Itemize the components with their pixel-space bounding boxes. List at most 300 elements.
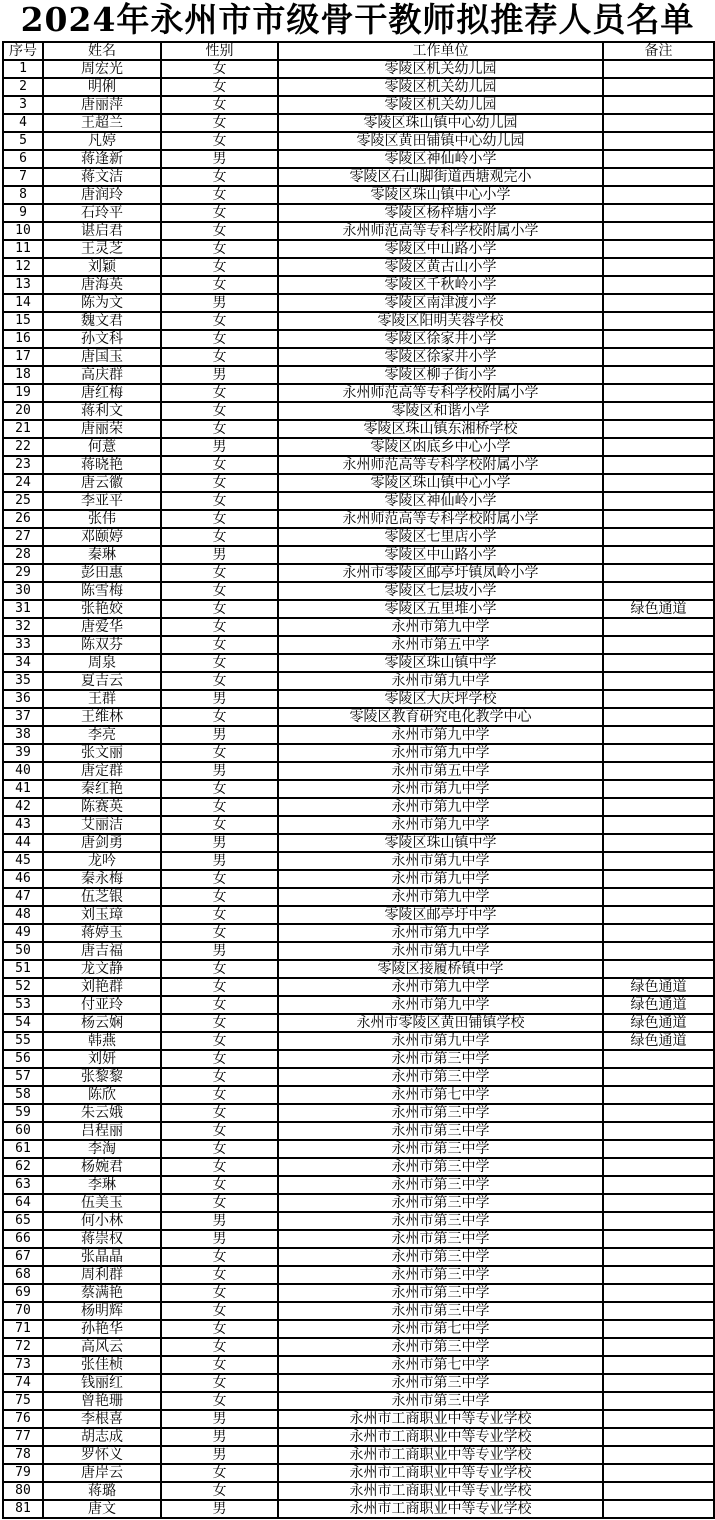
cell-gender: 男 xyxy=(161,546,278,564)
cell-name: 伍芝银 xyxy=(43,888,161,906)
cell-no: 77 xyxy=(3,1428,43,1446)
cell-note xyxy=(603,1356,714,1374)
cell-note xyxy=(603,474,714,492)
cell-no: 23 xyxy=(3,456,43,474)
table-row xyxy=(3,150,714,168)
cell-gender: 男 xyxy=(161,834,278,852)
cell-name: 唐爱华 xyxy=(43,618,161,636)
cell-note xyxy=(603,744,714,762)
cell-gender: 女 xyxy=(161,474,278,492)
cell-gender: 男 xyxy=(161,1500,278,1518)
cell-unit: 永州市零陵区邮亭圩镇凤岭小学 xyxy=(278,564,603,582)
cell-note xyxy=(603,438,714,456)
cell-no: 30 xyxy=(3,582,43,600)
cell-gender: 女 xyxy=(161,1068,278,1086)
cell-no: 13 xyxy=(3,276,43,294)
table-row xyxy=(3,1266,714,1284)
cell-name: 伍美玉 xyxy=(43,1194,161,1212)
table-row xyxy=(3,510,714,528)
table-row xyxy=(3,1104,714,1122)
cell-unit: 零陵区珠山镇中心幼儿园 xyxy=(278,114,603,132)
cell-gender: 女 xyxy=(161,1104,278,1122)
cell-note: 绿色通道 xyxy=(603,1014,714,1032)
cell-no: 41 xyxy=(3,780,43,798)
cell-gender: 女 xyxy=(161,384,278,402)
cell-gender: 女 xyxy=(161,564,278,582)
cell-unit: 零陵区接履桥镇中学 xyxy=(278,960,603,978)
cell-unit: 零陵区教育研究电化教学中心 xyxy=(278,708,603,726)
cell-no: 2 xyxy=(3,78,43,96)
cell-no: 76 xyxy=(3,1410,43,1428)
cell-name: 何小林 xyxy=(43,1212,161,1230)
cell-unit: 永州市工商职业中等专业学校 xyxy=(278,1410,603,1428)
table-row xyxy=(3,1050,714,1068)
cell-name: 魏文君 xyxy=(43,312,161,330)
cell-note xyxy=(603,798,714,816)
cell-no: 49 xyxy=(3,924,43,942)
cell-note xyxy=(603,924,714,942)
cell-name: 周利群 xyxy=(43,1266,161,1284)
cell-name: 蒋崇权 xyxy=(43,1230,161,1248)
cell-no: 42 xyxy=(3,798,43,816)
cell-no: 58 xyxy=(3,1086,43,1104)
cell-name: 王灵芝 xyxy=(43,240,161,258)
cell-name: 杨云娴 xyxy=(43,1014,161,1032)
cell-gender: 女 xyxy=(161,510,278,528)
cell-note xyxy=(603,1284,714,1302)
cell-note xyxy=(603,168,714,186)
teacher-roster-table xyxy=(2,41,715,1519)
table-row xyxy=(3,294,714,312)
cell-unit: 永州市第七中学 xyxy=(278,1356,603,1374)
col-header-no: 序号 xyxy=(3,42,43,60)
cell-gender: 女 xyxy=(161,924,278,942)
cell-no: 78 xyxy=(3,1446,43,1464)
table-row xyxy=(3,1356,714,1374)
table-row xyxy=(3,402,714,420)
cell-gender: 男 xyxy=(161,366,278,384)
cell-note xyxy=(603,240,714,258)
cell-unit: 零陵区石山脚街道西塘观完小 xyxy=(278,168,603,186)
cell-unit: 零陵区珠山镇中学 xyxy=(278,834,603,852)
cell-note xyxy=(603,132,714,150)
cell-gender: 女 xyxy=(161,420,278,438)
cell-name: 陈雪梅 xyxy=(43,582,161,600)
cell-gender: 女 xyxy=(161,798,278,816)
cell-unit: 永州市第五中学 xyxy=(278,762,603,780)
cell-note: 绿色通道 xyxy=(603,1032,714,1050)
cell-no: 25 xyxy=(3,492,43,510)
cell-no: 51 xyxy=(3,960,43,978)
cell-name: 唐丽萍 xyxy=(43,96,161,114)
cell-note xyxy=(603,186,714,204)
cell-no: 22 xyxy=(3,438,43,456)
table-row xyxy=(3,60,714,78)
cell-name: 刘艳群 xyxy=(43,978,161,996)
cell-gender: 女 xyxy=(161,276,278,294)
cell-gender: 女 xyxy=(161,1158,278,1176)
table-row xyxy=(3,204,714,222)
cell-unit: 零陵区珠山镇中学 xyxy=(278,654,603,672)
cell-note xyxy=(603,582,714,600)
cell-unit: 永州市零陵区黄田铺镇学校 xyxy=(278,1014,603,1032)
cell-no: 9 xyxy=(3,204,43,222)
table-row xyxy=(3,1140,714,1158)
table-row xyxy=(3,1014,714,1032)
cell-unit: 永州市第九中学 xyxy=(278,978,603,996)
table-row xyxy=(3,726,714,744)
col-header-name: 姓名 xyxy=(43,42,161,60)
cell-gender: 女 xyxy=(161,312,278,330)
cell-gender: 女 xyxy=(161,1122,278,1140)
cell-note xyxy=(603,960,714,978)
cell-note xyxy=(603,402,714,420)
table-row xyxy=(3,1410,714,1428)
table-row xyxy=(3,1500,714,1518)
cell-name: 邓颐婷 xyxy=(43,528,161,546)
cell-name: 张黎黎 xyxy=(43,1068,161,1086)
cell-unit: 零陵区七层坡小学 xyxy=(278,582,603,600)
cell-gender: 女 xyxy=(161,168,278,186)
cell-unit: 零陵区中山路小学 xyxy=(278,546,603,564)
cell-unit: 零陵区和谐小学 xyxy=(278,402,603,420)
cell-no: 67 xyxy=(3,1248,43,1266)
cell-note xyxy=(603,852,714,870)
cell-unit: 零陵区神仙岭小学 xyxy=(278,150,603,168)
cell-unit: 永州市第九中学 xyxy=(278,888,603,906)
cell-name: 龙吟 xyxy=(43,852,161,870)
cell-note xyxy=(603,1392,714,1410)
cell-no: 17 xyxy=(3,348,43,366)
table-row xyxy=(3,924,714,942)
cell-unit: 零陵区南津渡小学 xyxy=(278,294,603,312)
cell-no: 62 xyxy=(3,1158,43,1176)
cell-note xyxy=(603,294,714,312)
cell-name: 周宏光 xyxy=(43,60,161,78)
cell-gender: 男 xyxy=(161,1410,278,1428)
cell-note xyxy=(603,384,714,402)
cell-gender: 女 xyxy=(161,906,278,924)
cell-note xyxy=(603,1374,714,1392)
cell-unit: 零陵区中山路小学 xyxy=(278,240,603,258)
cell-name: 秦红艳 xyxy=(43,780,161,798)
table-row xyxy=(3,564,714,582)
cell-note xyxy=(603,492,714,510)
cell-no: 55 xyxy=(3,1032,43,1050)
cell-name: 彭田惠 xyxy=(43,564,161,582)
cell-no: 44 xyxy=(3,834,43,852)
cell-no: 35 xyxy=(3,672,43,690)
table-row xyxy=(3,546,714,564)
cell-note xyxy=(603,1050,714,1068)
cell-unit: 永州市第九中学 xyxy=(278,1032,603,1050)
cell-unit: 永州市第九中学 xyxy=(278,780,603,798)
cell-no: 11 xyxy=(3,240,43,258)
cell-name: 王超兰 xyxy=(43,114,161,132)
cell-no: 5 xyxy=(3,132,43,150)
cell-name: 曾艳珊 xyxy=(43,1392,161,1410)
cell-gender: 女 xyxy=(161,1302,278,1320)
cell-no: 54 xyxy=(3,1014,43,1032)
cell-unit: 永州市第三中学 xyxy=(278,1266,603,1284)
cell-name: 唐红梅 xyxy=(43,384,161,402)
cell-note xyxy=(603,276,714,294)
cell-no: 64 xyxy=(3,1194,43,1212)
table-row xyxy=(3,708,714,726)
cell-name: 何薏 xyxy=(43,438,161,456)
cell-name: 付亚玲 xyxy=(43,996,161,1014)
cell-no: 56 xyxy=(3,1050,43,1068)
cell-no: 12 xyxy=(3,258,43,276)
cell-name: 蒋利文 xyxy=(43,402,161,420)
cell-no: 72 xyxy=(3,1338,43,1356)
cell-no: 53 xyxy=(3,996,43,1014)
table-row xyxy=(3,744,714,762)
cell-note xyxy=(603,636,714,654)
table-row xyxy=(3,996,714,1014)
cell-name: 李亮 xyxy=(43,726,161,744)
table-row xyxy=(3,690,714,708)
cell-name: 李根喜 xyxy=(43,1410,161,1428)
table-row xyxy=(3,78,714,96)
cell-name: 石玲平 xyxy=(43,204,161,222)
cell-name: 蒋璐 xyxy=(43,1482,161,1500)
cell-no: 75 xyxy=(3,1392,43,1410)
cell-unit: 永州市工商职业中等专业学校 xyxy=(278,1500,603,1518)
table-row xyxy=(3,456,714,474)
cell-no: 52 xyxy=(3,978,43,996)
cell-unit: 永州师范高等专科学校附属小学 xyxy=(278,456,603,474)
cell-name: 钱丽红 xyxy=(43,1374,161,1392)
table-row xyxy=(3,618,714,636)
cell-note xyxy=(603,258,714,276)
cell-no: 74 xyxy=(3,1374,43,1392)
cell-no: 45 xyxy=(3,852,43,870)
cell-note xyxy=(603,1140,714,1158)
cell-gender: 女 xyxy=(161,1392,278,1410)
table-row xyxy=(3,870,714,888)
cell-note xyxy=(603,1302,714,1320)
cell-note xyxy=(603,906,714,924)
cell-unit: 永州市第三中学 xyxy=(278,1068,603,1086)
cell-unit: 永州市第三中学 xyxy=(278,1140,603,1158)
cell-gender: 男 xyxy=(161,150,278,168)
cell-note xyxy=(603,1230,714,1248)
cell-gender: 女 xyxy=(161,186,278,204)
cell-no: 28 xyxy=(3,546,43,564)
cell-unit: 零陵区五里堆小学 xyxy=(278,600,603,618)
table-row xyxy=(3,438,714,456)
cell-name: 罗怀义 xyxy=(43,1446,161,1464)
cell-name: 唐文 xyxy=(43,1500,161,1518)
cell-gender: 女 xyxy=(161,1464,278,1482)
cell-gender: 女 xyxy=(161,1356,278,1374)
cell-gender: 男 xyxy=(161,690,278,708)
cell-note xyxy=(603,762,714,780)
cell-note xyxy=(603,834,714,852)
table-row xyxy=(3,816,714,834)
cell-unit: 永州市工商职业中等专业学校 xyxy=(278,1428,603,1446)
cell-gender: 男 xyxy=(161,942,278,960)
cell-note xyxy=(603,564,714,582)
cell-no: 6 xyxy=(3,150,43,168)
cell-note xyxy=(603,1104,714,1122)
cell-unit: 永州市第九中学 xyxy=(278,942,603,960)
cell-no: 48 xyxy=(3,906,43,924)
cell-unit: 永州市第九中学 xyxy=(278,924,603,942)
cell-unit: 零陵区凼底乡中心小学 xyxy=(278,438,603,456)
cell-no: 16 xyxy=(3,330,43,348)
cell-no: 68 xyxy=(3,1266,43,1284)
cell-gender: 女 xyxy=(161,1050,278,1068)
cell-gender: 女 xyxy=(161,960,278,978)
cell-unit: 永州市工商职业中等专业学校 xyxy=(278,1446,603,1464)
cell-unit: 永州市第三中学 xyxy=(278,1392,603,1410)
cell-note xyxy=(603,1410,714,1428)
cell-name: 蒋婷玉 xyxy=(43,924,161,942)
cell-note xyxy=(603,654,714,672)
cell-no: 71 xyxy=(3,1320,43,1338)
cell-note xyxy=(603,222,714,240)
cell-unit: 永州市第三中学 xyxy=(278,1050,603,1068)
cell-no: 14 xyxy=(3,294,43,312)
cell-gender: 女 xyxy=(161,222,278,240)
cell-unit: 永州师范高等专科学校附属小学 xyxy=(278,510,603,528)
table-row xyxy=(3,240,714,258)
cell-unit: 零陵区珠山镇中心小学 xyxy=(278,474,603,492)
cell-no: 26 xyxy=(3,510,43,528)
cell-no: 47 xyxy=(3,888,43,906)
cell-name: 凡婷 xyxy=(43,132,161,150)
cell-gender: 男 xyxy=(161,726,278,744)
cell-name: 蒋逢新 xyxy=(43,150,161,168)
cell-name: 龙文静 xyxy=(43,960,161,978)
cell-note xyxy=(603,1158,714,1176)
table-row xyxy=(3,654,714,672)
cell-name: 唐剑勇 xyxy=(43,834,161,852)
cell-note xyxy=(603,1464,714,1482)
cell-unit: 永州市第三中学 xyxy=(278,1212,603,1230)
cell-gender: 女 xyxy=(161,996,278,1014)
cell-unit: 永州市第三中学 xyxy=(278,1248,603,1266)
cell-unit: 永州市第九中学 xyxy=(278,798,603,816)
cell-unit: 零陵区机关幼儿园 xyxy=(278,60,603,78)
cell-name: 李亚平 xyxy=(43,492,161,510)
cell-unit: 永州市第九中学 xyxy=(278,672,603,690)
cell-gender: 女 xyxy=(161,1320,278,1338)
cell-note xyxy=(603,708,714,726)
cell-name: 蔡满艳 xyxy=(43,1284,161,1302)
cell-name: 杨明辉 xyxy=(43,1302,161,1320)
cell-note xyxy=(603,546,714,564)
cell-unit: 零陵区珠山镇东湘桥学校 xyxy=(278,420,603,438)
col-header-gender: 性别 xyxy=(161,42,278,60)
cell-gender: 女 xyxy=(161,78,278,96)
cell-no: 66 xyxy=(3,1230,43,1248)
cell-gender: 女 xyxy=(161,330,278,348)
cell-gender: 女 xyxy=(161,636,278,654)
cell-note xyxy=(603,780,714,798)
cell-note xyxy=(603,1338,714,1356)
cell-gender: 女 xyxy=(161,888,278,906)
cell-unit: 零陵区七里店小学 xyxy=(278,528,603,546)
cell-note xyxy=(603,312,714,330)
table-row xyxy=(3,276,714,294)
cell-note xyxy=(603,420,714,438)
cell-gender: 男 xyxy=(161,294,278,312)
cell-gender: 女 xyxy=(161,1014,278,1032)
cell-gender: 女 xyxy=(161,258,278,276)
cell-gender: 女 xyxy=(161,492,278,510)
table-row xyxy=(3,1428,714,1446)
cell-unit: 零陵区神仙岭小学 xyxy=(278,492,603,510)
table-row xyxy=(3,798,714,816)
cell-gender: 女 xyxy=(161,600,278,618)
cell-name: 唐丽荣 xyxy=(43,420,161,438)
table-row xyxy=(3,852,714,870)
table-row xyxy=(3,672,714,690)
cell-unit: 零陵区机关幼儿园 xyxy=(278,78,603,96)
cell-unit: 零陵区杨梓塘小学 xyxy=(278,204,603,222)
cell-no: 31 xyxy=(3,600,43,618)
cell-gender: 男 xyxy=(161,1212,278,1230)
cell-gender: 女 xyxy=(161,114,278,132)
cell-name: 王群 xyxy=(43,690,161,708)
cell-name: 陈双芬 xyxy=(43,636,161,654)
cell-no: 40 xyxy=(3,762,43,780)
cell-no: 15 xyxy=(3,312,43,330)
cell-no: 57 xyxy=(3,1068,43,1086)
cell-unit: 永州市第九中学 xyxy=(278,996,603,1014)
cell-name: 刘颖 xyxy=(43,258,161,276)
table-row xyxy=(3,1482,714,1500)
table-row xyxy=(3,1446,714,1464)
table-row xyxy=(3,600,714,618)
cell-note: 绿色通道 xyxy=(603,600,714,618)
cell-unit: 永州市第三中学 xyxy=(278,1194,603,1212)
cell-unit: 永州市第三中学 xyxy=(278,1122,603,1140)
cell-no: 69 xyxy=(3,1284,43,1302)
cell-unit: 永州市第九中学 xyxy=(278,726,603,744)
table-row xyxy=(3,384,714,402)
cell-gender: 女 xyxy=(161,618,278,636)
cell-gender: 女 xyxy=(161,1176,278,1194)
cell-name: 朱云娥 xyxy=(43,1104,161,1122)
cell-name: 孙艳华 xyxy=(43,1320,161,1338)
cell-gender: 女 xyxy=(161,672,278,690)
table-row xyxy=(3,114,714,132)
cell-no: 29 xyxy=(3,564,43,582)
table-row xyxy=(3,1392,714,1410)
cell-no: 63 xyxy=(3,1176,43,1194)
table-row xyxy=(3,492,714,510)
table-row xyxy=(3,906,714,924)
cell-name: 秦永梅 xyxy=(43,870,161,888)
cell-name: 李琳 xyxy=(43,1176,161,1194)
cell-name: 蒋晓艳 xyxy=(43,456,161,474)
cell-unit: 永州市工商职业中等专业学校 xyxy=(278,1482,603,1500)
cell-note xyxy=(603,888,714,906)
cell-unit: 永州市第三中学 xyxy=(278,1158,603,1176)
cell-name: 蒋文洁 xyxy=(43,168,161,186)
cell-gender: 女 xyxy=(161,204,278,222)
cell-no: 50 xyxy=(3,942,43,960)
cell-note xyxy=(603,348,714,366)
table-row xyxy=(3,1122,714,1140)
cell-note xyxy=(603,114,714,132)
table-row xyxy=(3,1284,714,1302)
cell-unit: 永州市第三中学 xyxy=(278,1176,603,1194)
